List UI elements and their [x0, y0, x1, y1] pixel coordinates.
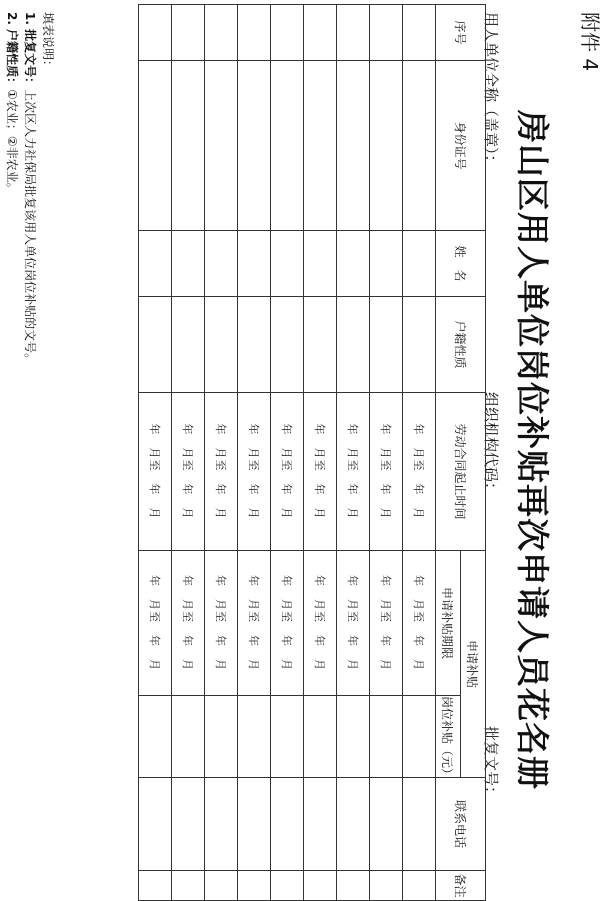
- note-item-label: 2. 户籍性质：: [5, 12, 19, 90]
- phone-cell[interactable]: [337, 778, 370, 871]
- remark-cell[interactable]: [304, 871, 337, 901]
- hukou-cell[interactable]: [403, 297, 436, 393]
- name-cell[interactable]: [172, 231, 205, 297]
- col-header-subsidy-amount: 岗位补贴（元）: [436, 696, 461, 778]
- hukou-cell[interactable]: [139, 297, 172, 393]
- remark-cell[interactable]: [205, 871, 238, 901]
- name-cell[interactable]: [271, 231, 304, 297]
- seq-cell[interactable]: [337, 5, 370, 61]
- name-cell[interactable]: [337, 231, 370, 297]
- col-header-remark: 备注: [436, 871, 486, 901]
- subsidy-period-cell[interactable]: 年 月至 年 月: [403, 551, 436, 696]
- table-row: [271, 5, 304, 901]
- subsidy-amount-cell[interactable]: [205, 696, 238, 778]
- remark-cell[interactable]: [403, 871, 436, 901]
- notes-title: 填表说明：: [41, 12, 55, 73]
- id-number-cell[interactable]: [172, 61, 205, 231]
- subsidy-period-cell[interactable]: 年 月至 年 月: [370, 551, 403, 696]
- phone-cell[interactable]: [271, 778, 304, 871]
- contract-period-cell[interactable]: 年 月至 年 月: [139, 393, 172, 551]
- id-number-cell[interactable]: [238, 61, 271, 231]
- contract-period-cell[interactable]: 年 月至 年 月: [370, 393, 403, 551]
- note-item-approval: [22, 12, 39, 365]
- contract-period-cell[interactable]: 年 月至 年 月: [337, 393, 370, 551]
- col-header-seq: 序号: [436, 5, 486, 61]
- note-item-hukou: [4, 12, 21, 195]
- table-row: [304, 5, 337, 901]
- contract-period-cell[interactable]: 年 月至 年 月: [403, 393, 436, 551]
- hukou-cell[interactable]: [205, 297, 238, 393]
- subsidy-amount-cell[interactable]: [172, 696, 205, 778]
- hukou-cell[interactable]: [172, 297, 205, 393]
- seq-cell[interactable]: [271, 5, 304, 61]
- table-row: [370, 5, 403, 901]
- hukou-cell[interactable]: [238, 297, 271, 393]
- seq-cell[interactable]: [238, 5, 271, 61]
- id-number-cell[interactable]: [205, 61, 238, 231]
- col-header-subsidy-group: 申请补贴: [461, 551, 486, 778]
- id-number-cell[interactable]: [337, 61, 370, 231]
- remark-cell[interactable]: [139, 871, 172, 901]
- id-number-cell[interactable]: [370, 61, 403, 231]
- contract-period-cell[interactable]: 年 月至 年 月: [205, 393, 238, 551]
- subsidy-amount-cell[interactable]: [271, 696, 304, 778]
- id-number-cell[interactable]: [271, 61, 304, 231]
- subsidy-amount-cell[interactable]: [403, 696, 436, 778]
- table-row: [139, 5, 172, 901]
- table-row: [205, 5, 238, 901]
- remark-cell[interactable]: [370, 871, 403, 901]
- hukou-cell[interactable]: [271, 297, 304, 393]
- subsidy-amount-cell[interactable]: [304, 696, 337, 778]
- seq-cell[interactable]: [304, 5, 337, 61]
- contract-period-cell[interactable]: 年 月至 年 月: [172, 393, 205, 551]
- remark-cell[interactable]: [337, 871, 370, 901]
- id-number-cell[interactable]: [403, 61, 436, 231]
- contract-period-cell[interactable]: 年 月至 年 月: [271, 393, 304, 551]
- subsidy-period-cell[interactable]: 年 月至 年 月: [172, 551, 205, 696]
- name-cell[interactable]: [139, 231, 172, 297]
- hukou-cell[interactable]: [337, 297, 370, 393]
- note-item-label: 1. 批复文号：: [23, 12, 37, 90]
- phone-cell[interactable]: [172, 778, 205, 871]
- remark-cell[interactable]: [238, 871, 271, 901]
- contract-period-cell[interactable]: 年 月至 年 月: [304, 393, 337, 551]
- name-cell[interactable]: [205, 231, 238, 297]
- subsidy-period-cell[interactable]: 年 月至 年 月: [238, 551, 271, 696]
- employer-name-label: 用人单位全称（盖章）：: [482, 12, 500, 170]
- phone-cell[interactable]: [370, 778, 403, 871]
- seq-cell[interactable]: [370, 5, 403, 61]
- phone-cell[interactable]: [403, 778, 436, 871]
- name-cell[interactable]: [403, 231, 436, 297]
- subsidy-amount-cell[interactable]: [139, 696, 172, 778]
- col-header-id-number: 身份证号: [436, 61, 486, 231]
- subsidy-period-cell[interactable]: 年 月至 年 月: [337, 551, 370, 696]
- subsidy-period-cell[interactable]: 年 月至 年 月: [139, 551, 172, 696]
- roster-table: [138, 4, 486, 901]
- subsidy-amount-cell[interactable]: [238, 696, 271, 778]
- col-header-name: 姓 名: [436, 231, 486, 297]
- note-item-text: ①农业；②非农业。: [5, 89, 19, 195]
- hukou-cell[interactable]: [370, 297, 403, 393]
- table-row: [403, 5, 436, 901]
- subsidy-amount-cell[interactable]: [370, 696, 403, 778]
- org-code-label: 组织机构代码：: [482, 392, 500, 498]
- col-header-subsidy-period: 申请补贴期限: [436, 551, 461, 696]
- note-item-text: 上次区人力社保局批复该用人单位岗位补贴的文号。: [23, 89, 37, 366]
- seq-cell[interactable]: [139, 5, 172, 61]
- seq-cell[interactable]: [403, 5, 436, 61]
- subsidy-period-cell[interactable]: 年 月至 年 月: [205, 551, 238, 696]
- approval-number-label: 批复文号：: [482, 726, 500, 802]
- table-row: [337, 5, 370, 901]
- contract-period-cell[interactable]: 年 月至 年 月: [238, 393, 271, 551]
- col-header-hukou: 户籍性质: [436, 297, 486, 393]
- subsidy-period-cell[interactable]: 年 月至 年 月: [271, 551, 304, 696]
- subsidy-amount-cell[interactable]: [337, 696, 370, 778]
- remark-cell[interactable]: [172, 871, 205, 901]
- col-header-phone: 联系电话: [436, 778, 486, 871]
- subsidy-period-cell[interactable]: 年 月至 年 月: [304, 551, 337, 696]
- name-cell[interactable]: [238, 231, 271, 297]
- name-cell[interactable]: [370, 231, 403, 297]
- hukou-cell[interactable]: [304, 297, 337, 393]
- id-number-cell[interactable]: [304, 61, 337, 231]
- phone-cell[interactable]: [205, 778, 238, 871]
- id-number-cell[interactable]: [139, 61, 172, 231]
- seq-cell[interactable]: [205, 5, 238, 61]
- seq-cell[interactable]: [172, 5, 205, 61]
- phone-cell[interactable]: [304, 778, 337, 871]
- name-cell[interactable]: [304, 231, 337, 297]
- phone-cell[interactable]: [139, 778, 172, 871]
- remark-cell[interactable]: [271, 871, 304, 901]
- page-title: 房山区用人单位岗位补贴再次申请人员花名册: [513, 110, 552, 790]
- phone-cell[interactable]: [238, 778, 271, 871]
- table-row: [172, 5, 205, 901]
- attachment-label: 附件 4: [578, 12, 602, 72]
- col-header-contract-period: 劳动合同起止时间: [436, 393, 486, 551]
- table-row: [238, 5, 271, 901]
